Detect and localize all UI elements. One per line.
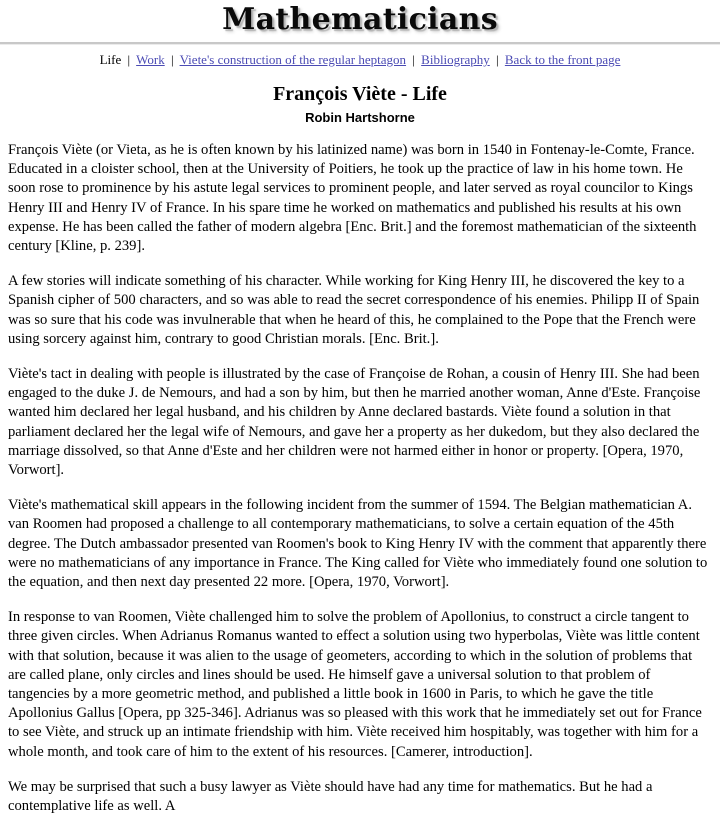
paragraph: We may be surprised that such a busy lawyer as Viète should have had any time for mathematics. But he had a contemplative life as well. A	[8, 778, 653, 815]
paragraph: A few stories will indicate something of his character. While working for King Henry III, he discovered the key to a Spanish cipher of 500 characters, and so was able to read the secret correspondence of his enemies. Philipp II of Spain was so sure that his code was invulnerable that when he heard of this, he complained to the Pope that the French were using sorcery against him, contrary to good Christian morals. [Enc. Brit.].	[8, 273, 700, 347]
nav-separator: |	[127, 52, 131, 67]
article-body	[0, 141, 720, 816]
nav-item-front-page[interactable]: Back to the front page	[504, 52, 621, 67]
paragraph: In response to van Roomen, Viète challenged him to solve the problem of Apollonius, to construct a circle tangent to three given circles. When Adrianus Romanus wanted to effect a solution using two hyperbolas, Viète was little content with that solution, because it was alien to the usage of geometers, according to which in the solution of problems that are called plane, only circles and lines should be used. He himself gave a universal solution to that problem of tangencies by a more geometric method, and published a little book in 1600 in Paris, to which he gave the title Apollonius Gallus [Opera, pp 325-346]. Adrianus was so pleased with this work that he immediately set out for France to see Viète, and struck up an intimate friendship with him. Viète received him hospitably, was together with him for a whole month, and took care of him to the extent of his resources. [Camerer, introduction].	[8, 609, 702, 760]
author-byline: Robin Hartshorne	[305, 110, 415, 125]
nav-separator: |	[412, 52, 415, 67]
navigation-bar	[0, 44, 720, 67]
nav-item-heptagon-construction[interactable]: Viete's construction of the regular heptagon	[179, 52, 407, 67]
page-title: François Viète - Life	[273, 83, 447, 105]
paragraph: Viète's tact in dealing with people is illustrated by the case of Françoise de Rohan, a cousin of Henry III. She had been engaged to the duke J. de Nemours, and had a son by him, but then he married another woman, Anne d'Este. Françoise wanted him declared her legal husband, and his children by Anne declared bastards. Viète found a solution in that parliament declared her the legal wife of Nemours, and gave her a property as her dukedom, but they also declared the marriage dissolved, so that Anne d'Este and her children were not harmed either in honor or property. [Opera, 1970, Vorwort].	[8, 366, 701, 479]
page-banner	[0, 0, 720, 38]
paragraph: François Viète (or Vieta, as he is often known by his latinized name) was born in 1540 in Fontenay-le-Comte, France. Educated in a cloister school, then at the University of Poitiers, he took up the practice of law in his home town. He soon rose to prominence by his astute legal services to prominent people, and later served as royal councilor to Kings Henry III and Henry IV of France. In his spare time he worked on mathematics and published his results at his own expense. He has been called the father of modern algebra [Enc. Brit.] and the foremost mathematician of the sixteenth century [Kline, p. 239].	[8, 142, 697, 255]
nav-item-work[interactable]: Work	[136, 52, 165, 67]
nav-separator: |	[170, 52, 174, 67]
paragraph: Viète's mathematical skill appears in the following incident from the summer of 1594. The Belgian mathematician A. van Roomen had proposed a challenge to all contemporary mathematicians, to solve a certain equation of the 45th degree. The Dutch ambassador presented van Roomen's book to King Henry IV with the comment that apparently there were no mathematicians of any importance in France. The King called for Viète who immediately found one solution to the equation, and then next day presented 22 more. [Opera, 1970, Vorwort].	[8, 497, 708, 591]
nav-separator: |	[496, 52, 499, 67]
site-title: Mathematicians	[222, 2, 498, 37]
nav-item-life[interactable]: Life	[99, 52, 122, 67]
nav-item-bibliography[interactable]: Bibliography	[421, 52, 490, 67]
